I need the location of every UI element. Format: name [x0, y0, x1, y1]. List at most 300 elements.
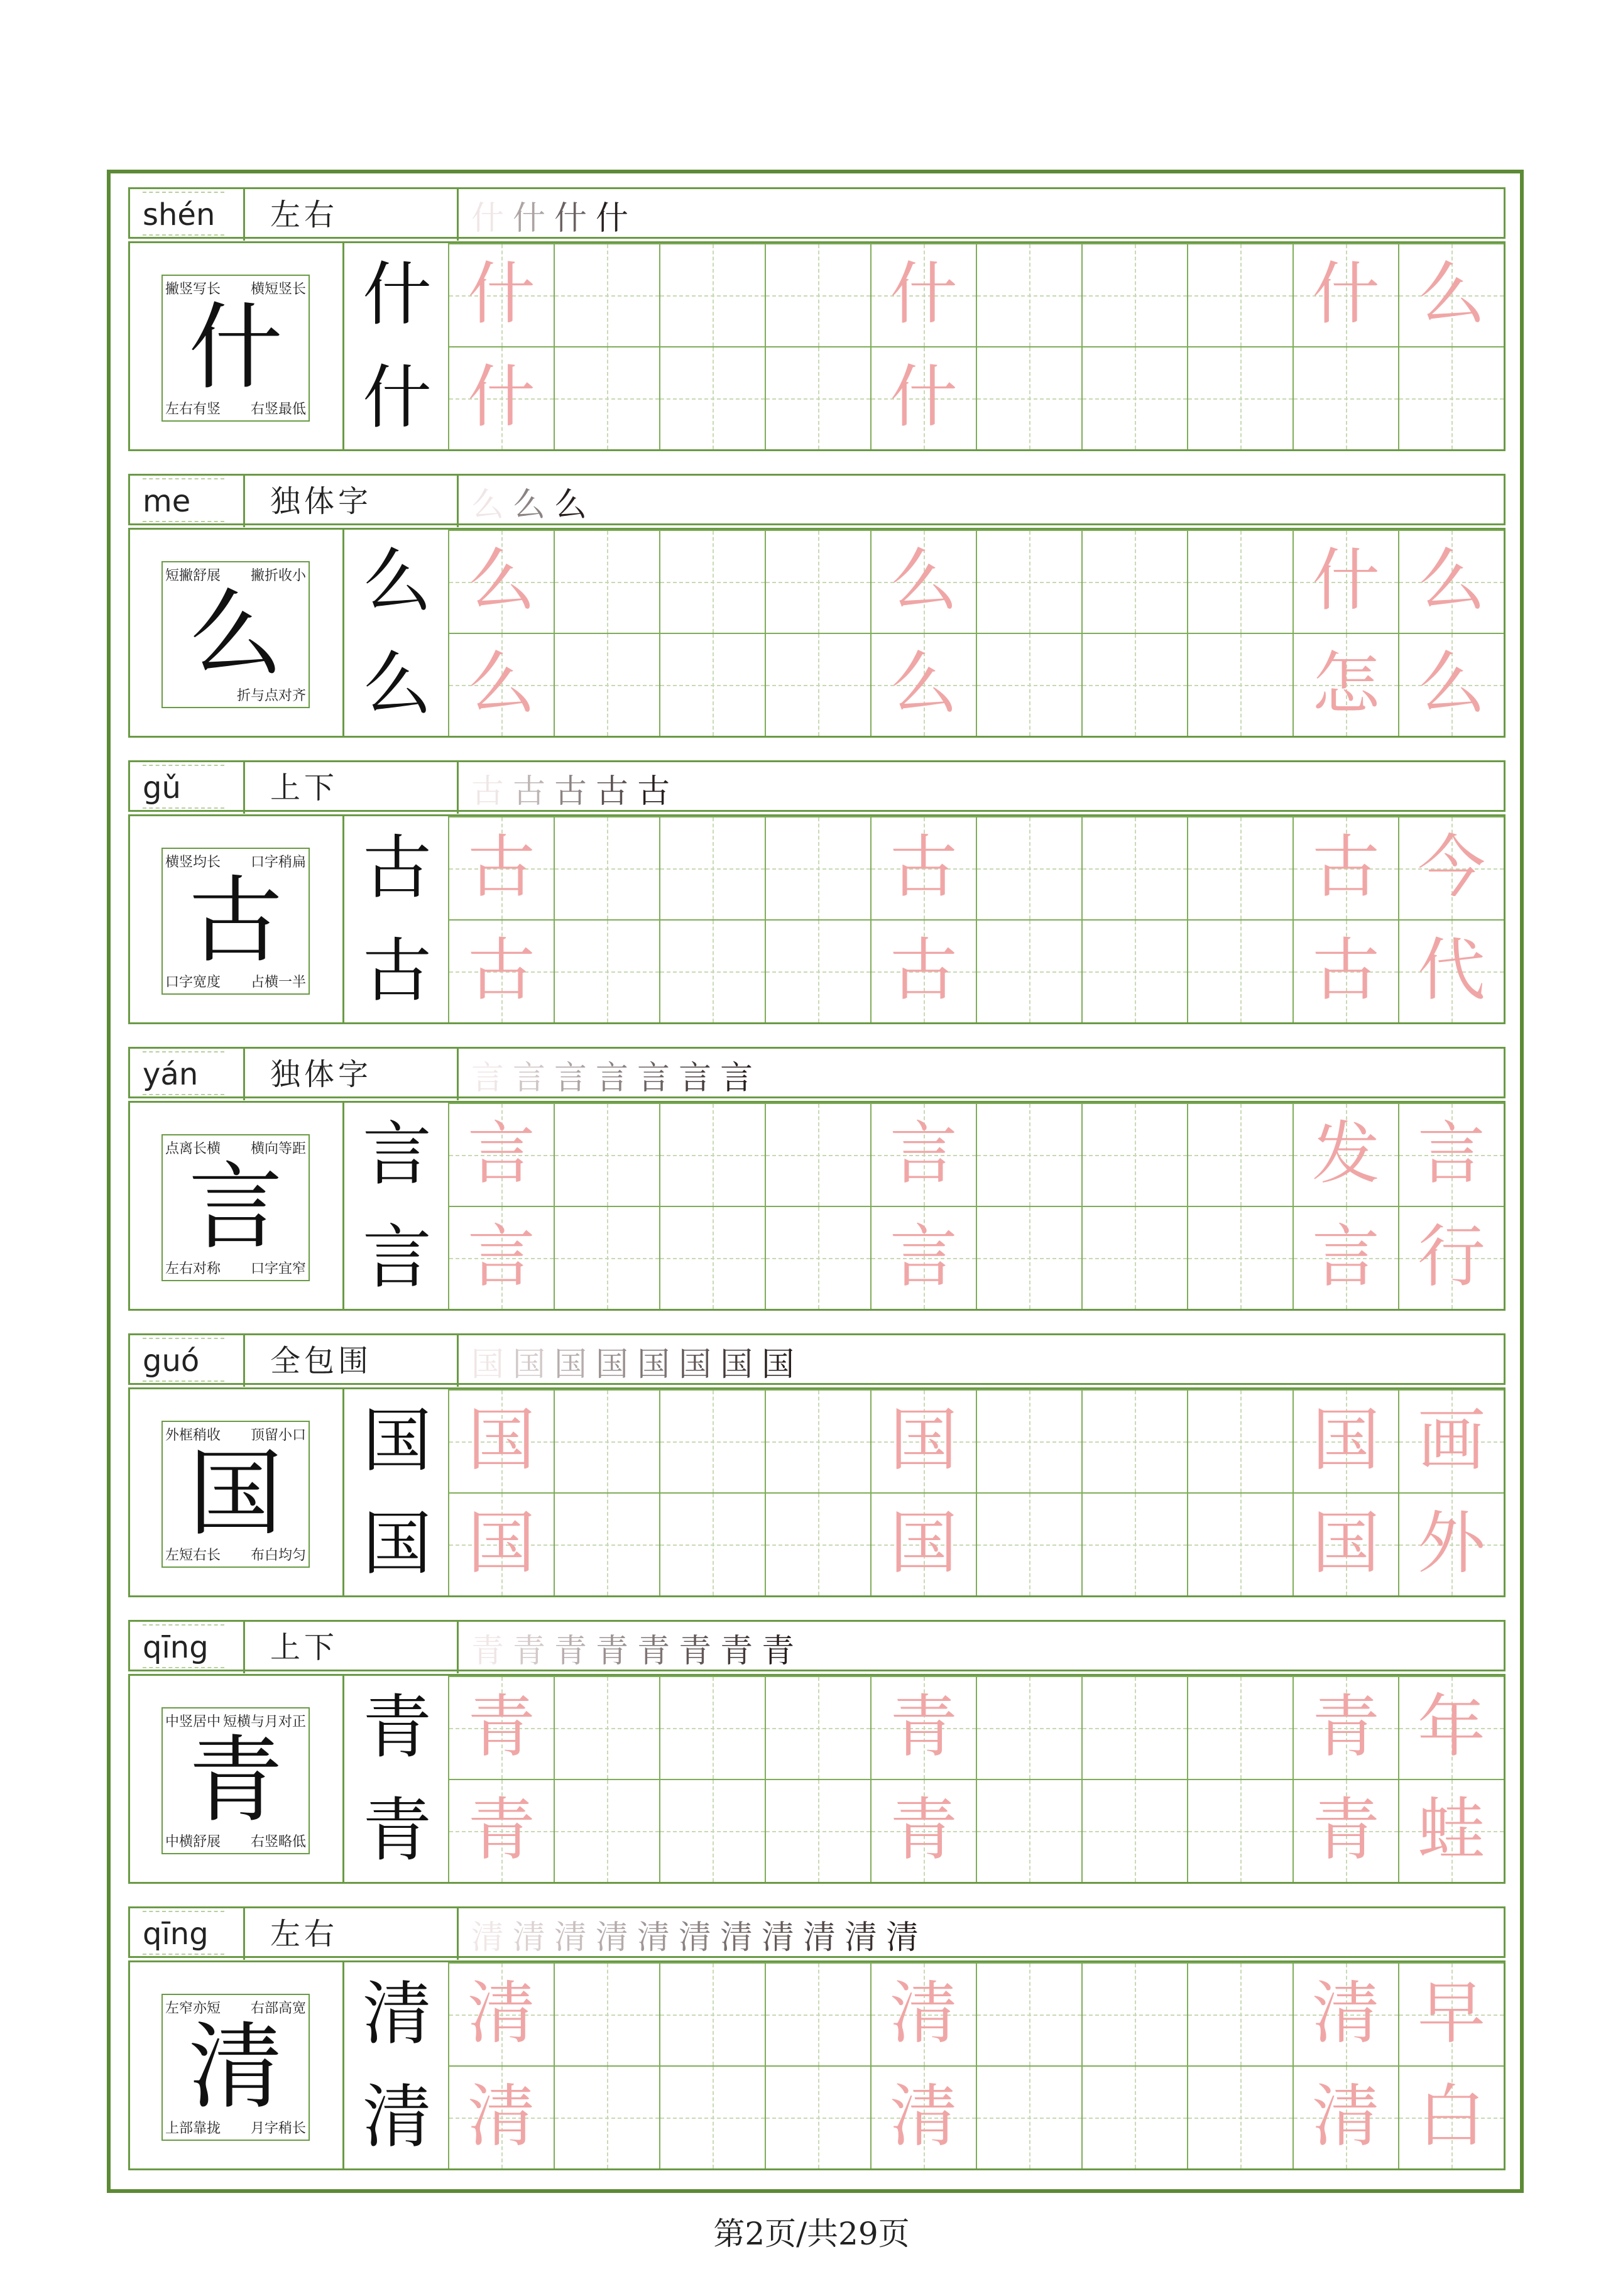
- stroke-step: 清: [596, 1918, 629, 1957]
- trace-character: 国: [1311, 1504, 1380, 1583]
- practice-cell[interactable]: [448, 530, 554, 633]
- writing-tip: 中横舒展: [165, 1834, 221, 1850]
- practice-cell[interactable]: [765, 1389, 870, 1492]
- practice-cell[interactable]: [1081, 1779, 1187, 1882]
- writing-tip: 右竖最低: [250, 402, 306, 417]
- writing-tip: 横向等距: [250, 1141, 306, 1157]
- practice-cell[interactable]: [659, 816, 765, 919]
- practice-cell[interactable]: [1398, 346, 1504, 449]
- practice-cell[interactable]: [1081, 816, 1187, 919]
- stroke-step: 言: [471, 1059, 505, 1097]
- practice-cell[interactable]: [1292, 1492, 1398, 1595]
- trace-character: 国: [467, 1504, 535, 1583]
- tian-grid: [448, 816, 1504, 1022]
- model-character: 国: [188, 1440, 283, 1549]
- block-header: [128, 1333, 1506, 1385]
- block-body: [128, 814, 1506, 1024]
- trace-character: 清: [889, 1974, 958, 2053]
- trace-character: 言: [1311, 1218, 1380, 1296]
- model-character-box: [161, 1134, 310, 1281]
- tian-grid: [448, 1962, 1504, 2168]
- writing-tip: 左右有竖: [165, 402, 221, 417]
- practice-cell[interactable]: [1187, 1103, 1292, 1206]
- practice-cell[interactable]: [448, 243, 554, 346]
- writing-tip: 横竖均长: [165, 855, 221, 870]
- practice-cell[interactable]: [765, 1962, 870, 2065]
- pinyin-label: me: [143, 478, 224, 522]
- stroke-step: 青: [720, 1632, 753, 1670]
- practice-cell[interactable]: [1292, 1962, 1398, 2065]
- reference-character: 清: [342, 1962, 450, 2065]
- model-character: 清: [188, 2013, 283, 2122]
- practice-cell[interactable]: [659, 1103, 765, 1206]
- practice-cell[interactable]: [448, 816, 554, 919]
- practice-cell[interactable]: [659, 1389, 765, 1492]
- practice-cell[interactable]: [659, 1676, 765, 1779]
- practice-cell[interactable]: [659, 633, 765, 736]
- block-header: [128, 760, 1506, 812]
- stroke-step: 清: [637, 1918, 670, 1957]
- stroke-step: 青: [513, 1632, 546, 1670]
- stroke-step: 什: [471, 199, 505, 238]
- stroke-step: 清: [720, 1918, 753, 1957]
- practice-cell[interactable]: [554, 816, 659, 919]
- practice-cell[interactable]: [659, 243, 765, 346]
- reference-character: 什: [342, 346, 450, 449]
- practice-cell[interactable]: [765, 633, 870, 736]
- trace-character: 代: [1417, 931, 1485, 1010]
- trace-character: 么: [467, 542, 535, 620]
- trace-character: 言: [467, 1218, 535, 1296]
- practice-cell[interactable]: [976, 243, 1081, 346]
- practice-cell[interactable]: [448, 633, 554, 736]
- practice-cell[interactable]: [765, 1779, 870, 1882]
- trace-character: 清: [889, 2077, 958, 2156]
- practice-cell[interactable]: [554, 2065, 659, 2168]
- practice-cell[interactable]: [1292, 1389, 1398, 1492]
- stroke-step: 言: [637, 1059, 670, 1097]
- reference-character: 古: [342, 919, 450, 1022]
- writing-tip: 撇竖写长: [165, 282, 221, 297]
- stroke-step: 青: [471, 1632, 505, 1670]
- page-footer: 第2页/共29页: [713, 2216, 910, 2252]
- writing-tip: 布白均匀: [250, 1548, 306, 1563]
- practice-cell[interactable]: [554, 243, 659, 346]
- practice-cell[interactable]: [1292, 1676, 1398, 1779]
- practice-cell[interactable]: [1081, 346, 1187, 449]
- reference-character: 什: [342, 243, 450, 346]
- practice-cell[interactable]: [448, 1676, 554, 1779]
- trace-character: 年: [1417, 1688, 1485, 1766]
- practice-cell[interactable]: [1398, 1103, 1504, 1206]
- practice-cell[interactable]: [1187, 2065, 1292, 2168]
- trace-character: 青: [1311, 1791, 1380, 1869]
- practice-cell[interactable]: [1398, 1779, 1504, 1882]
- stroke-order: [457, 762, 1507, 814]
- stroke-step: 古: [471, 772, 505, 811]
- practice-cell[interactable]: [1292, 243, 1398, 346]
- practice-cell[interactable]: [554, 1492, 659, 1595]
- practice-cell[interactable]: [870, 243, 976, 346]
- reference-character: 清: [342, 2065, 450, 2168]
- trace-character: 国: [1311, 1401, 1380, 1480]
- tian-grid: [448, 530, 1504, 736]
- practice-cell[interactable]: [448, 1779, 554, 1882]
- practice-cell[interactable]: [976, 2065, 1081, 2168]
- pinyin-label: gǔ: [143, 765, 224, 809]
- stroke-step: 言: [596, 1059, 629, 1097]
- model-character-box: [161, 848, 310, 995]
- practice-cell[interactable]: [765, 346, 870, 449]
- practice-cell[interactable]: [554, 346, 659, 449]
- reference-character: 么: [342, 633, 450, 736]
- stroke-step: 什: [513, 199, 546, 238]
- stroke-step: 古: [554, 772, 587, 811]
- practice-cell[interactable]: [1398, 243, 1504, 346]
- stroke-step: 国: [513, 1345, 546, 1384]
- model-character-box: [161, 561, 310, 708]
- practice-cell[interactable]: [976, 1779, 1081, 1882]
- practice-cell[interactable]: [765, 1492, 870, 1595]
- practice-cell[interactable]: [1187, 1389, 1292, 1492]
- practice-cell[interactable]: [1398, 919, 1504, 1022]
- practice-cell[interactable]: [870, 1103, 976, 1206]
- model-character: 么: [188, 580, 283, 689]
- trace-character: 青: [889, 1791, 958, 1869]
- stroke-order: [457, 1622, 1507, 1673]
- practice-cell[interactable]: [765, 1206, 870, 1309]
- practice-cell[interactable]: [1292, 530, 1398, 633]
- trace-character: 么: [889, 645, 958, 723]
- practice-cell[interactable]: [554, 1389, 659, 1492]
- practice-cell[interactable]: [1081, 1389, 1187, 1492]
- practice-cell[interactable]: [765, 243, 870, 346]
- reference-character: 国: [342, 1389, 450, 1492]
- trace-character: 什: [1311, 542, 1380, 620]
- practice-cell[interactable]: [448, 2065, 554, 2168]
- block-body: [128, 1674, 1506, 1884]
- practice-cell[interactable]: [765, 816, 870, 919]
- practice-cell[interactable]: [870, 1389, 976, 1492]
- trace-character: 怎: [1311, 645, 1380, 723]
- practice-cell[interactable]: [870, 1676, 976, 1779]
- practice-cell[interactable]: [870, 346, 976, 449]
- practice-cell[interactable]: [976, 530, 1081, 633]
- block-body: [128, 241, 1506, 451]
- trace-character: 么: [1417, 542, 1485, 620]
- practice-cell[interactable]: [1081, 919, 1187, 1022]
- reference-character: 言: [342, 1103, 450, 1206]
- trace-character: 外: [1417, 1504, 1485, 1583]
- reference-character: 古: [342, 816, 450, 919]
- writing-tip: 顶留小口: [250, 1428, 306, 1443]
- stroke-step: 清: [762, 1918, 795, 1957]
- trace-character: 今: [1417, 828, 1485, 907]
- writing-tip: 中竖居中: [165, 1714, 221, 1730]
- trace-character: 画: [1417, 1401, 1485, 1480]
- practice-cell[interactable]: [976, 919, 1081, 1022]
- practice-cell[interactable]: [870, 633, 976, 736]
- practice-cell[interactable]: [554, 919, 659, 1022]
- stroke-step: 青: [596, 1632, 629, 1670]
- practice-cell[interactable]: [1187, 1492, 1292, 1595]
- practice-cell[interactable]: [554, 530, 659, 633]
- practice-cell[interactable]: [659, 346, 765, 449]
- practice-cell[interactable]: [870, 919, 976, 1022]
- writing-tip: 短横与月对正: [222, 1714, 306, 1730]
- practice-cell[interactable]: [1187, 919, 1292, 1022]
- trace-character: 古: [889, 828, 958, 907]
- practice-cell[interactable]: [659, 530, 765, 633]
- stroke-step: 么: [471, 486, 505, 524]
- stroke-step: 什: [554, 199, 587, 238]
- trace-character: 国: [467, 1401, 535, 1480]
- practice-cell[interactable]: [554, 1676, 659, 1779]
- practice-cell[interactable]: [659, 1779, 765, 1882]
- stroke-step: 国: [637, 1345, 670, 1384]
- character-block: [128, 1047, 1506, 1311]
- practice-cell[interactable]: [1081, 633, 1187, 736]
- trace-character: 么: [467, 645, 535, 723]
- stroke-order: [457, 1049, 1507, 1100]
- pinyin-label: qīng: [143, 1624, 224, 1668]
- stroke-step: 清: [844, 1918, 878, 1957]
- practice-cell[interactable]: [1292, 1206, 1398, 1309]
- writing-tip: 点离长横: [165, 1141, 221, 1157]
- practice-cell[interactable]: [1187, 530, 1292, 633]
- block-header: [128, 1047, 1506, 1098]
- stroke-step: 清: [513, 1918, 546, 1957]
- practice-cell[interactable]: [976, 1103, 1081, 1206]
- practice-cell[interactable]: [554, 1206, 659, 1309]
- practice-cell[interactable]: [1398, 2065, 1504, 2168]
- trace-character: 行: [1417, 1218, 1485, 1296]
- practice-cell[interactable]: [765, 1676, 870, 1779]
- writing-tip: 折与点对齐: [236, 688, 306, 704]
- practice-cell[interactable]: [659, 1492, 765, 1595]
- stroke-step: 言: [554, 1059, 587, 1097]
- practice-cell[interactable]: [870, 530, 976, 633]
- trace-character: 白: [1417, 2077, 1485, 2156]
- practice-cell[interactable]: [1292, 2065, 1398, 2168]
- model-character: 古: [188, 866, 283, 976]
- practice-cell[interactable]: [1187, 1676, 1292, 1779]
- trace-character: 蛙: [1417, 1791, 1485, 1869]
- trace-character: 什: [889, 255, 958, 334]
- trace-character: 言: [889, 1115, 958, 1193]
- pinyin-label: qīng: [143, 1911, 224, 1955]
- model-character-box: [161, 1994, 310, 2141]
- practice-cell[interactable]: [870, 2065, 976, 2168]
- stroke-step: 国: [720, 1345, 753, 1384]
- practice-cell[interactable]: [1187, 633, 1292, 736]
- practice-cell[interactable]: [976, 1676, 1081, 1779]
- writing-tip: 撇折收小: [250, 568, 306, 584]
- practice-cell[interactable]: [765, 530, 870, 633]
- practice-cell[interactable]: [765, 2065, 870, 2168]
- practice-cell[interactable]: [1292, 1103, 1398, 1206]
- stroke-step: 言: [679, 1059, 712, 1097]
- trace-character: 古: [467, 828, 535, 907]
- practice-cell[interactable]: [1081, 530, 1187, 633]
- practice-cell[interactable]: [1187, 816, 1292, 919]
- practice-cell[interactable]: [554, 1779, 659, 1882]
- stroke-step: 清: [886, 1918, 919, 1957]
- practice-cell[interactable]: [976, 1206, 1081, 1309]
- trace-character: 什: [1311, 255, 1380, 334]
- practice-cell[interactable]: [554, 1962, 659, 2065]
- trace-character: 青: [467, 1688, 535, 1766]
- practice-cell[interactable]: [1081, 1492, 1187, 1595]
- practice-cell[interactable]: [659, 2065, 765, 2168]
- practice-cell[interactable]: [1187, 243, 1292, 346]
- stroke-step: 青: [762, 1632, 795, 1670]
- writing-tip: 左短右长: [165, 1548, 221, 1563]
- practice-cell[interactable]: [1398, 1962, 1504, 2065]
- practice-cell[interactable]: [1292, 1779, 1398, 1882]
- practice-cell[interactable]: [554, 1103, 659, 1206]
- practice-cell[interactable]: [1292, 919, 1398, 1022]
- stroke-step: 么: [554, 486, 587, 524]
- block-header: [128, 1620, 1506, 1671]
- practice-cell[interactable]: [659, 1206, 765, 1309]
- trace-character: 清: [1311, 1974, 1380, 2053]
- writing-tip: 上部靠拢: [165, 2121, 221, 2136]
- trace-character: 青: [467, 1791, 535, 1869]
- practice-cell[interactable]: [870, 1962, 976, 2065]
- trace-character: 言: [1417, 1115, 1485, 1193]
- practice-cell[interactable]: [448, 1492, 554, 1595]
- practice-cell[interactable]: [1081, 1962, 1187, 2065]
- writing-tip: 月字稍长: [250, 2121, 306, 2136]
- writing-tip: 口字宜窄: [250, 1261, 306, 1277]
- stroke-step: 古: [596, 772, 629, 811]
- practice-cell[interactable]: [448, 1206, 554, 1309]
- reference-character: 青: [342, 1779, 450, 1882]
- trace-character: 国: [889, 1504, 958, 1583]
- writing-tip: 右竖略低: [250, 1834, 306, 1850]
- practice-cell[interactable]: [870, 816, 976, 919]
- practice-cell[interactable]: [1292, 346, 1398, 449]
- stroke-step: 国: [554, 1345, 587, 1384]
- character-block: [128, 1333, 1506, 1597]
- practice-cell[interactable]: [448, 1389, 554, 1492]
- practice-cell[interactable]: [870, 1206, 976, 1309]
- writing-tip: 占横一半: [250, 975, 306, 990]
- practice-cell[interactable]: [976, 1492, 1081, 1595]
- practice-cell[interactable]: [976, 1389, 1081, 1492]
- practice-cell[interactable]: [1187, 1779, 1292, 1882]
- practice-cell[interactable]: [1081, 1206, 1187, 1309]
- trace-character: 清: [1311, 2077, 1380, 2156]
- block-header: [128, 474, 1506, 525]
- block-body: [128, 1387, 1506, 1597]
- practice-cell[interactable]: [1081, 1676, 1187, 1779]
- practice-cell[interactable]: [870, 1492, 976, 1595]
- practice-cell[interactable]: [1398, 1389, 1504, 1492]
- practice-cell[interactable]: [976, 816, 1081, 919]
- writing-tip: 左窄亦短: [165, 2001, 221, 2016]
- practice-cell[interactable]: [765, 1103, 870, 1206]
- stroke-step: 清: [803, 1918, 836, 1957]
- model-character-box: [161, 275, 310, 422]
- practice-cell[interactable]: [765, 919, 870, 1022]
- stroke-step: 清: [679, 1918, 712, 1957]
- pinyin-label: shén: [143, 192, 224, 236]
- character-block: [128, 1620, 1506, 1884]
- stroke-step: 国: [596, 1345, 629, 1384]
- trace-character: 什: [467, 358, 535, 437]
- stroke-order: [457, 1335, 1507, 1387]
- practice-cell[interactable]: [1398, 633, 1504, 736]
- practice-cell[interactable]: [1398, 530, 1504, 633]
- reference-character: 青: [342, 1676, 450, 1779]
- practice-cell[interactable]: [448, 1103, 554, 1206]
- block-header: [128, 1906, 1506, 1958]
- practice-cell[interactable]: [1292, 633, 1398, 736]
- stroke-step: 什: [596, 199, 629, 238]
- practice-cell[interactable]: [659, 919, 765, 1022]
- trace-character: 古: [1311, 828, 1380, 907]
- practice-cell[interactable]: [1081, 2065, 1187, 2168]
- structure-label: 上下: [243, 762, 457, 814]
- practice-cell[interactable]: [976, 346, 1081, 449]
- writing-tip: 横短竖长: [250, 282, 306, 297]
- practice-cell[interactable]: [1398, 1492, 1504, 1595]
- practice-cell[interactable]: [554, 633, 659, 736]
- practice-cell[interactable]: [448, 1962, 554, 2065]
- structure-label: 独体字: [243, 1049, 457, 1100]
- practice-cell[interactable]: [448, 919, 554, 1022]
- stroke-step: 国: [679, 1345, 712, 1384]
- trace-character: 清: [467, 2077, 535, 2156]
- practice-sheet: [107, 170, 1524, 2193]
- structure-label: 左右: [243, 1908, 457, 1960]
- practice-cell[interactable]: [1081, 243, 1187, 346]
- practice-cell[interactable]: [1398, 1676, 1504, 1779]
- practice-cell[interactable]: [1398, 816, 1504, 919]
- tian-grid: [448, 243, 1504, 449]
- practice-cell[interactable]: [659, 1962, 765, 2065]
- stroke-step: 青: [554, 1632, 587, 1670]
- block-header: [128, 187, 1506, 239]
- practice-cell[interactable]: [870, 1779, 976, 1882]
- reference-character: 言: [342, 1206, 450, 1309]
- tian-grid: [448, 1676, 1504, 1882]
- model-character: 言: [188, 1153, 283, 1262]
- pinyin-label: guó: [143, 1338, 224, 1382]
- practice-cell[interactable]: [1081, 1103, 1187, 1206]
- practice-cell[interactable]: [976, 1962, 1081, 2065]
- block-body: [128, 528, 1506, 738]
- stroke-step: 国: [471, 1345, 505, 1384]
- practice-cell[interactable]: [1398, 1206, 1504, 1309]
- practice-cell[interactable]: [1187, 1206, 1292, 1309]
- model-character-box: [161, 1707, 310, 1854]
- trace-character: 什: [467, 255, 535, 334]
- practice-cell[interactable]: [976, 633, 1081, 736]
- practice-cell[interactable]: [448, 346, 554, 449]
- trace-character: 言: [467, 1115, 535, 1193]
- practice-cell[interactable]: [1292, 816, 1398, 919]
- stroke-order: [457, 476, 1507, 527]
- practice-cell[interactable]: [1187, 1962, 1292, 2065]
- stroke-step: 青: [679, 1632, 712, 1670]
- trace-character: 么: [1417, 255, 1485, 334]
- practice-cell[interactable]: [1187, 346, 1292, 449]
- reference-character: 国: [342, 1492, 450, 1595]
- structure-label: 左右: [243, 189, 457, 241]
